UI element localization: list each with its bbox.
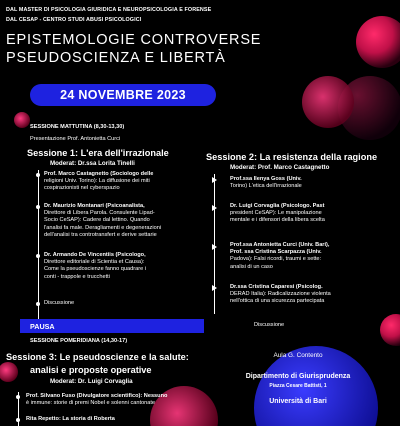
timeline-dot [36,254,40,258]
timeline-arrow [212,177,217,183]
venue-room: Aula G. Contento [273,352,323,359]
timeline-dot [36,173,40,177]
presentation-line: Presentazione Prof. Antonietta Curci [30,136,121,142]
session-3-title-line-2: analisi e proposte operative [30,365,152,375]
session-3-moderator: Moderat: Dr. Luigi Corvaglia [50,378,133,385]
session-2-talk-3: Prof.ssa Antonietta Curci (Univ. Bari), Prof. ssa Cristina Scarpazza (Univ. Padova): Falsi ricordi, traumi e sette: analisi di un caso [230,242,330,270]
session-1-talk-3: Dr. Armando De Vincentiis (Psicologo, Direttore editoriale di Scientia et Causa): Come la pseudoscienze fanno quadrare i conti - trappole e trucchetti [44,252,146,280]
pause-banner: PAUSA [20,319,204,333]
session-1-timeline [38,170,39,320]
morning-session-label: SESSIONE MATTUTINA (8,30-13,30) [30,124,125,130]
timeline-arrow [212,285,217,291]
session-1-moderator: Moderat: Dr.ssa Lorita Tinelli [50,160,135,167]
venue-department: Dipartimento di Giurisprudenza [245,373,351,381]
orb-top-right [356,16,400,68]
date-badge: 24 NOVEMBRE 2023 [30,84,216,106]
organizer-line-2: DAL CESAP - CENTRO STUDI ABUSI PSICOLOGICI [6,17,142,23]
event-title-line-2: PSEUDOSCIENZA E LIBERTÀ [6,50,226,66]
session-3-talk-1: Prof. Silvano Fuso (Divulgatore scientifico): Nessuno è immune: storie di premi Nobel e solenni cantonate [26,393,168,407]
orb-mid-right [302,76,354,128]
session-2-moderator: Moderat: Prof. Marco Castagnetto [230,164,330,171]
venue-block [228,352,368,405]
session-3-title-line-1: Sessione 3: Le pseudoscienze e la salute: [6,352,189,362]
afternoon-session-label: SESSIONE POMERIDIANA (14,30-17) [30,338,128,344]
event-title-line-1: EPISTEMOLOGIE CONTROVERSE [6,32,262,48]
session-1-talk-1: Prof. Marco Castagnetto (Sociologo delle religioni Univ. Torino): La diffusione dei miti cospirazionisti nel cyberspazio [44,171,154,192]
session-1-title: Sessione 1: L'era dell'irrazionale [27,148,169,158]
session-2-talk-4: Dr.ssa Cristina Caparesi (Psicolog. DERAD Italia): Radicalizzazione violenta nell'ottica di una sicurezza partecipata [230,284,331,305]
orb-bottom-right [380,314,400,346]
timeline-arrow [212,244,217,250]
venue-address: Piazza Cesare Battisti, 1 [269,383,327,390]
session-1-discussion: Discussione [44,300,75,306]
session-1-talk-2: Dr. Maurizio Montanari (Psicoanalista, Direttore di Libera Parola. Consulente Lipad- Socio CeSAP): Cadere dal lettino. Quando l'analisi fa male. Deragliamenti e degenerazioni dell'analisi tra controtransfert e derive settarie [44,203,162,238]
timeline-dot [36,302,40,306]
session-2-talk-1: Prof.ssa Ilenya Goss (Univ. Torino) L'etica dell'irrazionale [230,176,302,190]
timeline-dot [36,205,40,209]
venue-university: Università di Bari [269,398,327,406]
timeline-dot [16,395,20,399]
orb-mid-left [0,362,18,382]
orb-small-left [14,112,30,128]
session-3-talk-2: Rita Repetto: La storia di Roberta [26,416,115,422]
organizer-line-1: DAL MASTER DI PSICOLOGIA GIURIDICA E NEUROPSICOLOGIA E FORENSE [6,7,212,13]
session-2-discussion: Discussione [254,322,285,328]
timeline-dot [16,418,20,422]
session-2-title: Sessione 2: La resistenza della ragione [206,152,378,162]
timeline-arrow [212,205,217,211]
session-2-talk-2: Dr. Luigi Corvaglia (Psicologo. Past president CeSAP): Le manipolazione mentale e i difensori della libera scelta [230,203,325,224]
